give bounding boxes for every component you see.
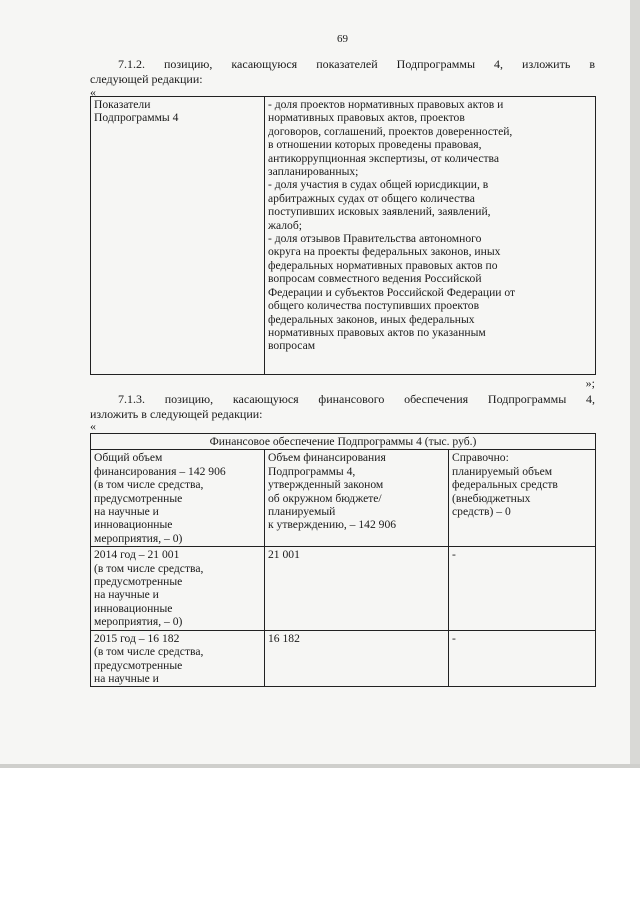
cell-line: на научные и [94,671,159,685]
indicator-line: запланированных; [268,165,359,179]
cell-line: (в том числе средства, [94,561,204,575]
indicator-line: в отношении которых проведены правовая, [268,138,482,152]
table-row [91,97,596,375]
cell-line: - [452,548,456,562]
table-row [91,450,596,547]
finance-year-budget-cell [265,547,449,630]
finance-year-cell [91,630,265,687]
cell-line: (в том числе средства, [94,478,204,492]
indicator-line: округа на проекты федеральных законов, иных [268,245,501,259]
cell-line: 16 182 [268,631,300,645]
table-row [91,547,596,630]
indicator-line: договоров, соглашений, проектов доверенностей, [268,124,513,138]
scan-bottom-edge [0,764,640,768]
page-number: 69 [337,33,348,45]
cell-line: предусмотренные [94,491,183,505]
open-quote-1: « [90,85,96,99]
indicator-line: Федерации и субъектов Российской Федерации от [268,285,516,299]
cell-line: планируемый [268,505,336,519]
indicator-line: арбитражных судах от общего количества [268,191,475,205]
section-7-1-3-text [90,392,595,422]
section-7-1-3-line-1: 7.1.3. позицию, касающуюся финансового обеспечения Подпрограммы 4, [118,392,595,406]
finance-federal-cell [449,450,596,547]
finance-budget-cell [265,450,449,547]
section-7-1-2-line-2: следующей редакции: [90,72,203,86]
indicators-label-cell [91,97,265,375]
indicators-label-line: Подпрограммы 4 [94,111,179,125]
section-7-1-2-line-1: 7.1.2. позицию, касающуюся показателей Подпрограммы 4, изложить в [118,57,595,71]
cell-line: инновационные [94,518,173,532]
indicators-table [90,96,596,375]
cell-line: к утверждению, – 142 906 [268,518,397,532]
indicator-line: федеральных законов, иных федеральных [268,312,475,326]
cell-line: федеральных средств [452,478,558,492]
cell-line: инновационные [94,601,173,615]
finance-total-cell [91,450,265,547]
indicator-line: нормативных правовых актов по указанным [268,325,486,339]
section-7-1-3-line-2: изложить в следующей редакции: [90,407,263,421]
indicator-line: антикоррупционная экспертизы, от количества [268,151,500,165]
cell-line: Подпрограммы 4, [268,464,356,478]
indicator-line: вопросам совместного ведения Российской [268,272,482,286]
indicator-line: нормативных правовых актов, проектов [268,111,465,125]
cell-line: (внебюджетных [452,491,531,505]
cell-line: средств) – 0 [452,505,511,519]
cell-line: мероприятия, – 0) [94,531,183,545]
section-7-1-2-text [90,57,595,87]
cell-line: 2015 год – 16 182 [94,631,180,645]
table-row [91,630,596,687]
indicator-line: поступивших исковых заявлений, заявлений, [268,205,491,219]
open-quote-2: « [90,419,96,433]
finance-year-federal-cell [449,630,596,687]
finance-table-header: Финансовое обеспечение Подпрограммы 4 (тыс. руб.) [91,434,596,450]
cell-line: предусмотренные [94,575,183,589]
finance-year-federal-cell [449,547,596,630]
close-quote-1: »; [585,376,595,390]
cell-line: Объем финансирования [268,451,386,465]
cell-line: утвержденный законом [268,478,384,492]
cell-line: финансирования – 142 906 [94,464,226,478]
indicator-line: - доля проектов нормативных правовых актов и [268,98,504,111]
cell-line: Справочно: [452,451,509,465]
scan-right-edge [630,0,640,768]
cell-line: предусмотренные [94,658,183,672]
table-header-row [91,434,596,450]
indicators-label-line: Показатели [94,98,151,111]
cell-line: на научные и [94,505,159,519]
indicator-line: общего количества поступивших проектов [268,299,480,313]
cell-line: планируемый объем [452,464,553,478]
indicator-line: вопросам [268,339,316,353]
finance-year-cell [91,547,265,630]
finance-year-budget-cell [265,630,449,687]
cell-line: - [452,631,456,645]
cell-line: 2014 год – 21 001 [94,548,180,562]
indicators-value-cell [265,97,596,375]
cell-line: (в том числе средства, [94,645,204,659]
indicator-line: - доля участия в судах общей юрисдикции, в [268,178,489,192]
indicator-line: - доля отзывов Правительства автономного [268,232,482,246]
cell-line: 21 001 [268,548,300,562]
indicator-line: жалоб; [268,218,302,232]
finance-table [90,433,596,687]
cell-line: об окружном бюджете/ [268,491,382,505]
cell-line: на научные и [94,588,159,602]
cell-line: мероприятия, – 0) [94,615,183,629]
cell-line: Общий объем [94,451,163,465]
indicator-line: федеральных нормативных правовых актов по [268,258,498,272]
